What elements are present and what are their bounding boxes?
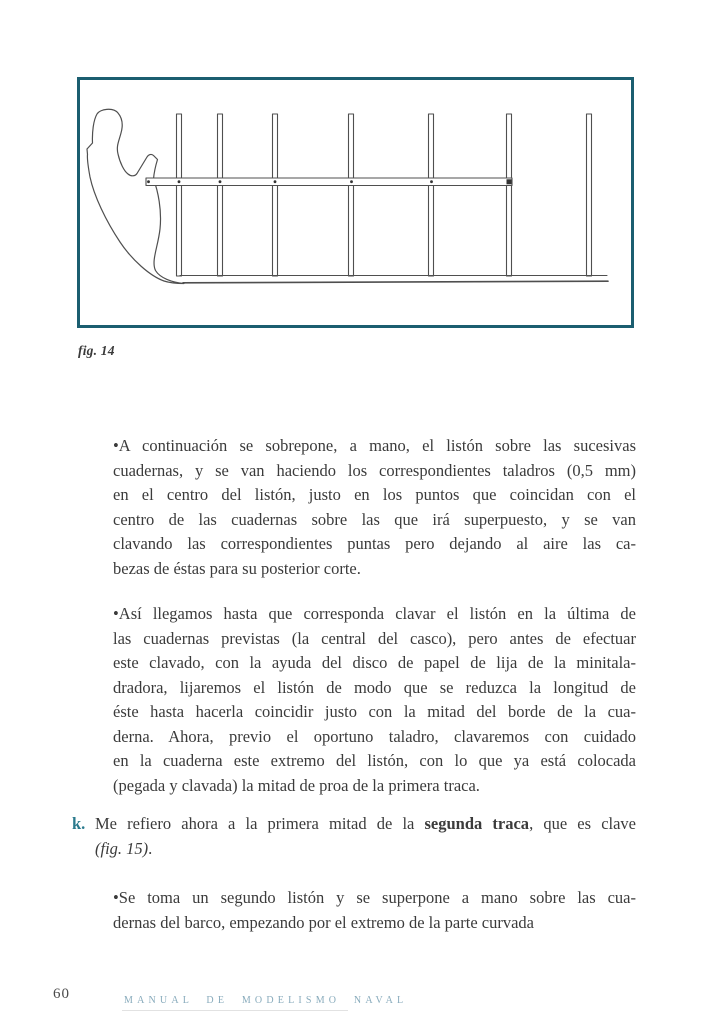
bullet-paragraph bbox=[113, 434, 636, 581]
frame-3 bbox=[273, 114, 278, 276]
frame-6 bbox=[507, 114, 512, 276]
text-line: dernas del barco, empezando por el extremo de la parte curvada bbox=[113, 912, 534, 932]
liston-strip bbox=[146, 178, 512, 186]
nail-dot bbox=[430, 180, 433, 183]
bullet-paragraph bbox=[113, 602, 636, 798]
nail-dot bbox=[274, 180, 277, 183]
frame-5 bbox=[429, 114, 434, 276]
bullet-paragraph bbox=[113, 886, 636, 935]
text-line: centro de las cuadernas sobre las que irá superpuesto, y se van bbox=[113, 509, 636, 529]
nail-dot bbox=[350, 180, 353, 183]
keel-bottom-line bbox=[183, 281, 608, 283]
text-line: •Así llegamos hasta que corresponda clavar el listón en la última de bbox=[113, 604, 636, 623]
text-line: las cuadernas previstas (la central del casco), pero antes de efectuar bbox=[113, 628, 636, 648]
footer-rule bbox=[122, 1010, 348, 1011]
frame-1 bbox=[177, 114, 182, 276]
nail-dot bbox=[219, 180, 222, 183]
nail-dot bbox=[178, 180, 181, 183]
text-line: clavando las correspondientes puntas pero dejando al aire las ca- bbox=[113, 534, 636, 553]
liston-end-square bbox=[507, 179, 512, 184]
item-letter-label: k. bbox=[72, 814, 86, 833]
frame-2 bbox=[218, 114, 223, 276]
text-line: (fig. 15). bbox=[95, 838, 153, 858]
frame-4 bbox=[349, 114, 354, 276]
text-line: éste hasta hacerla coincidir justo con la mitad del borde de la cua- bbox=[113, 702, 636, 721]
text-line: bezas de éstas para su posterior corte. bbox=[113, 558, 361, 578]
text-line: en la cuaderna este extremo del listón, con lo que ya está colocada bbox=[113, 751, 636, 770]
text-line: derna. Ahora, previo el oportuno taladro, clavaremos con cuidado bbox=[113, 726, 636, 746]
footer-page-number: 60 bbox=[53, 986, 70, 1002]
lettered-item-k bbox=[72, 812, 636, 861]
frame-7 bbox=[587, 114, 592, 276]
text-line: dradora, lijaremos el listón de modo que se reduzca la longitud de bbox=[113, 677, 636, 697]
footer-book-title: MANUAL DE MODELISMO NAVAL bbox=[124, 995, 408, 1006]
bow-piece bbox=[87, 109, 184, 283]
nail-dot bbox=[147, 180, 150, 183]
text-line: •A continuación se sobrepone, a mano, el listón sobre las sucesivas bbox=[113, 436, 636, 455]
text-line: (pegada y clavada) la mitad de proa de la primera traca. bbox=[113, 775, 480, 795]
text-line: cuadernas, y se van haciendo los correspondientes taladros (0,5 mm) bbox=[113, 460, 636, 480]
figure-box bbox=[77, 77, 634, 328]
hull-diagram bbox=[80, 80, 631, 325]
keel bbox=[180, 276, 608, 283]
frames bbox=[177, 114, 592, 276]
text-line: este clavado, con la ayuda del disco de papel de lija de la minitala- bbox=[113, 653, 636, 672]
text-line: en el centro del listón, justo en los puntos que coincidan con el bbox=[113, 485, 636, 504]
text-column bbox=[72, 434, 636, 935]
figure-caption: fig. 14 bbox=[78, 343, 115, 358]
text-line: •Se toma un segundo listón y se superpone a mano sobre las cua- bbox=[113, 888, 636, 907]
text-line: Me refiero ahora a la primera mitad de la segunda traca, que es clave bbox=[95, 814, 636, 833]
